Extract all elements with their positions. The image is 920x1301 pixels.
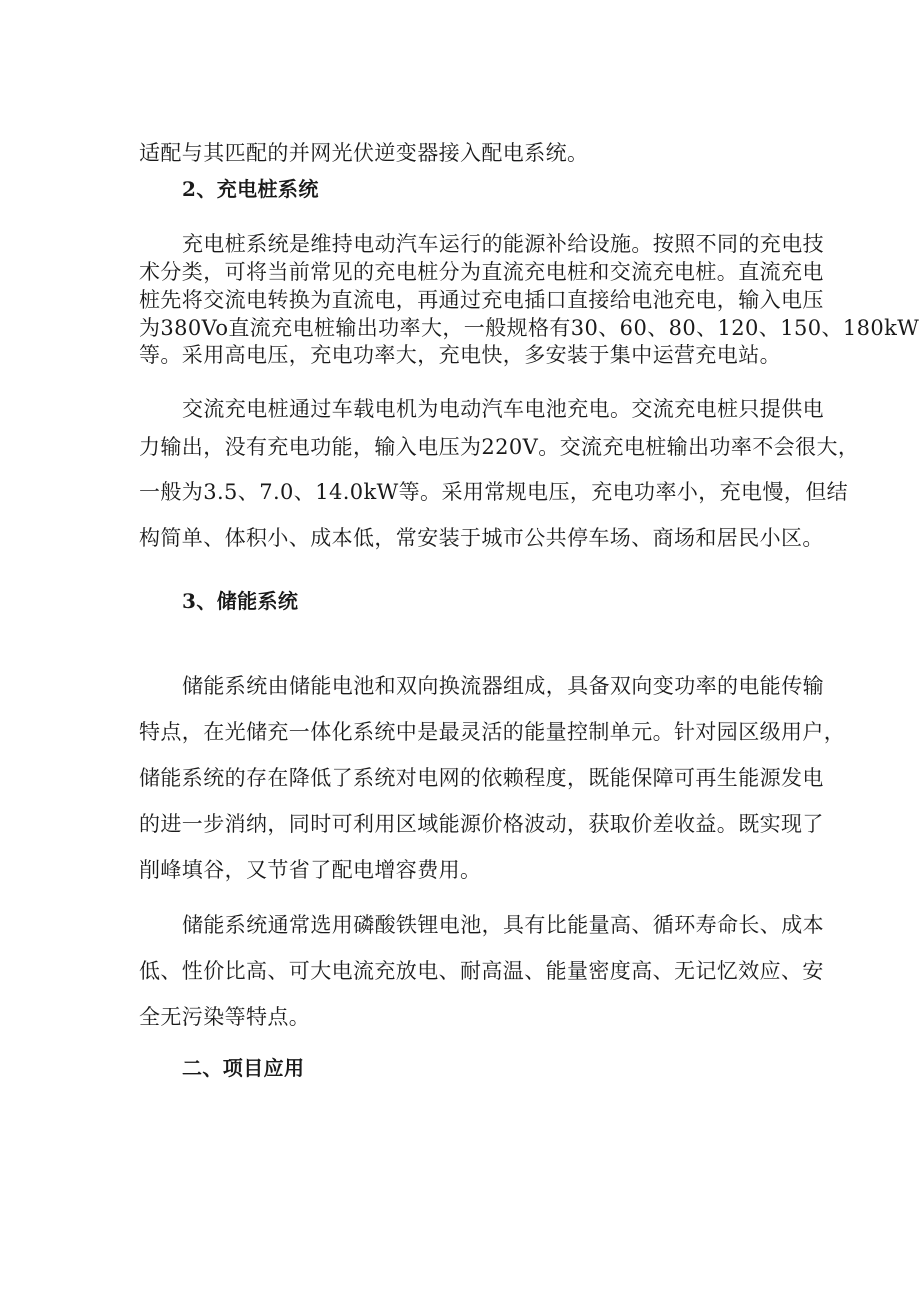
paragraph-line: 特点，在光储充一体化系统中是最灵活的能量控制单元。针对园区级用户， [139, 720, 846, 744]
paragraph-line: 交流充电桩通过车载电机为电动汽车电池充电。交流充电桩只提供电 [182, 397, 824, 421]
paragraph-line: 为380Vo直流充电桩输出功率大，一般规格有30、60、80、120、150、180kW [139, 316, 920, 340]
paragraph-line: 储能系统由储能电池和双向换流器组成，具备双向变功率的电能传输 [182, 674, 824, 698]
paragraph-line: 术分类，可将当前常见的充电桩分为直流充电桩和交流充电桩。直流充电 [139, 260, 824, 284]
paragraph-line: 全无污染等特点。 [139, 1005, 311, 1029]
paragraph-line: 力输出，没有充电功能，输入电压为220V。交流充电桩输出功率不会很大， [139, 435, 860, 459]
paragraph-line: 构简单、体积小、成本低，常安装于城市公共停车场、商场和居民小区。 [139, 526, 824, 550]
section-heading-project: 二、项目应用 [182, 1056, 305, 1080]
paragraph-line: 等。采用高电压，充电功率大，充电快，多安装于集中运营充电站。 [139, 343, 781, 367]
paragraph-line: 一般为3.5、7.0、14.0kW等。采用常规电压，充电功率小，充电慢，但结 [139, 480, 849, 504]
paragraph-line: 低、性价比高、可大电流充放电、耐高温、能量密度高、无记忆效应、安 [139, 959, 824, 983]
paragraph-line: 储能系统的存在降低了系统对电网的依赖程度，既能保障可再生能源发电 [139, 766, 824, 790]
paragraph-line: 桩先将交流电转换为直流电，再通过充电插口直接给电池充电，输入电压 [139, 288, 824, 312]
paragraph-line: 的进一步消纳，同时可利用区域能源价格波动，获取价差收益。既实现了 [139, 812, 824, 836]
paragraph-line: 削峰填谷，又节省了配电增容费用。 [139, 858, 482, 882]
paragraph-line: 适配与其匹配的并网光伏逆变器接入配电系统。 [139, 141, 589, 165]
paragraph-line: 充电桩系统是维持电动汽车运行的能源补给设施。按照不同的充电技 [182, 232, 824, 256]
section-heading-charging: 2、充电桩系统 [182, 177, 319, 201]
paragraph-line: 储能系统通常选用磷酸铁锂电池，具有比能量高、循环寿命长、成本 [182, 913, 824, 937]
section-heading-storage: 3、储能系统 [182, 589, 299, 613]
